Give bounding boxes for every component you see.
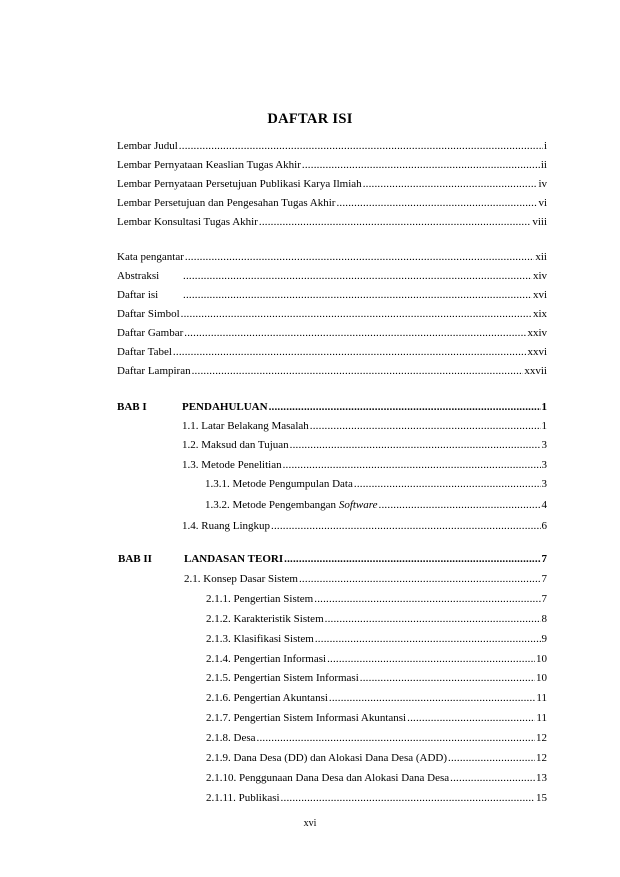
leader-dots <box>302 158 540 172</box>
toc-entry-page: xiv <box>532 270 547 282</box>
chapter-title: LANDASAN TEORI <box>184 553 284 565</box>
toc-subsection-page: 10 <box>536 672 547 684</box>
toc-section[interactable] <box>184 572 547 586</box>
toc-entry[interactable] <box>117 269 547 283</box>
toc-section[interactable] <box>182 458 547 472</box>
toc-section[interactable] <box>182 419 547 433</box>
toc-section[interactable] <box>182 519 547 533</box>
toc-subsection-page: 9 <box>541 633 547 645</box>
leader-dots <box>257 731 536 745</box>
leader-dots <box>290 438 541 452</box>
toc-section-label: 1.4. Ruang Lingkup <box>182 520 270 532</box>
toc-section-page: 3 <box>541 459 547 471</box>
toc-entry-page: xii <box>535 251 547 263</box>
toc-entry-label: Lembar Pernyataan Persetujuan Publikasi Karya Ilmiah <box>117 178 362 190</box>
toc-subsection[interactable] <box>206 612 547 626</box>
toc-entry[interactable] <box>117 139 547 153</box>
toc-entry[interactable] <box>117 326 547 340</box>
toc-section-page: 3 <box>541 439 547 451</box>
leader-dots <box>183 288 532 302</box>
toc-subsection-page: 11 <box>536 692 547 704</box>
leader-dots <box>448 751 535 765</box>
toc-entry-page: xxvii <box>524 365 547 377</box>
toc-subsection-label: 2.1.10. Penggunaan Dana Desa dan Alokasi Dana Desa <box>206 772 450 784</box>
toc-subsection-page: 8 <box>541 613 547 625</box>
toc-subsection[interactable] <box>206 711 547 725</box>
leader-dots <box>336 196 537 210</box>
leader-dots <box>181 307 532 321</box>
toc-subsection[interactable] <box>206 751 547 765</box>
toc-subsection-label <box>205 498 378 512</box>
leader-dots <box>173 345 527 359</box>
toc-entry-label: Daftar isi <box>117 289 159 301</box>
toc-section-page: 6 <box>541 520 547 532</box>
chapter-title: PENDAHULUAN <box>182 401 268 413</box>
toc-entry-label: Abstraksi <box>117 270 160 282</box>
leader-dots <box>379 498 541 512</box>
chapter-number: BAB II <box>118 553 152 565</box>
toc-entry-label: Daftar Lampiran <box>117 365 191 377</box>
toc-section-label: 1.2. Maksud dan Tujuan <box>182 439 289 451</box>
toc-subsection-page: 7 <box>541 593 547 605</box>
toc-entry-page: xxvi <box>527 346 547 358</box>
toc-entry[interactable] <box>117 250 547 264</box>
toc-section-page: 7 <box>541 573 547 585</box>
toc-subsection-page: 4 <box>541 499 547 511</box>
toc-subsection[interactable] <box>206 771 547 785</box>
leader-dots <box>284 552 540 566</box>
chapter-page: 7 <box>541 553 547 565</box>
toc-entry[interactable] <box>117 345 547 359</box>
leader-dots <box>192 364 524 378</box>
toc-entry[interactable] <box>117 364 547 378</box>
toc-subsection-page: 12 <box>536 732 547 744</box>
toc-subsection[interactable] <box>205 477 547 491</box>
toc-entry-label: Lembar Konsultasi Tugas Akhir <box>117 216 258 228</box>
leader-dots <box>283 458 541 472</box>
toc-subsection-label: 2.1.5. Pengertian Sistem Informasi <box>206 672 359 684</box>
toc-entry[interactable] <box>117 177 547 191</box>
toc-entry-page: iv <box>538 178 547 190</box>
label-text: 1.3.2. Metode Pengembangan <box>205 499 339 511</box>
toc-subsection-page: 15 <box>536 792 547 804</box>
toc-subsection-page: 13 <box>536 772 547 784</box>
chapter-entry[interactable] <box>182 400 547 414</box>
toc-subsection[interactable] <box>205 498 547 512</box>
leader-dots <box>363 177 538 191</box>
leader-dots <box>325 612 541 626</box>
toc-subsection-label: 2.1.4. Pengertian Informasi <box>206 653 327 665</box>
toc-entry-label: Kata pengantar <box>117 251 184 263</box>
toc-entry[interactable] <box>117 288 547 302</box>
leader-dots <box>185 250 534 264</box>
leader-dots <box>179 139 543 153</box>
page-number-footer: xvi <box>303 818 317 829</box>
toc-entry-page: vi <box>538 197 547 209</box>
toc-subsection[interactable] <box>206 731 547 745</box>
toc-subsection-page: 3 <box>541 478 547 490</box>
toc-subsection-label: 2.1.11. Publikasi <box>206 792 280 804</box>
toc-entry-label: Daftar Tabel <box>117 346 172 358</box>
toc-subsection[interactable] <box>206 632 547 646</box>
leader-dots <box>271 519 541 533</box>
toc-subsection[interactable] <box>206 652 547 666</box>
leader-dots <box>360 671 535 685</box>
toc-entry-page: ii <box>540 159 547 171</box>
leader-dots <box>407 711 535 725</box>
toc-section-label: 1.3. Metode Penelitian <box>182 459 282 471</box>
toc-subsection-page: 12 <box>536 752 547 764</box>
toc-subsection[interactable] <box>206 791 547 805</box>
leader-dots <box>299 572 541 586</box>
toc-subsection-label: 2.1.9. Dana Desa (DD) dan Alokasi Dana Desa (ADD) <box>206 752 448 764</box>
toc-entry-label: Lembar Judul <box>117 140 178 152</box>
toc-subsection-label: 2.1.6. Pengertian Akuntansi <box>206 692 328 704</box>
toc-section-label: 1.1. Latar Belakang Masalah <box>182 420 309 432</box>
toc-section[interactable] <box>182 438 547 452</box>
toc-entry-page: xix <box>532 308 547 320</box>
leader-dots <box>354 477 541 491</box>
leader-dots <box>450 771 535 785</box>
toc-entry[interactable] <box>117 215 547 229</box>
toc-subsection-label: 2.1.2. Karakteristik Sistem <box>206 613 324 625</box>
leader-dots <box>183 269 532 283</box>
toc-subsection-page: 11 <box>536 712 547 724</box>
page-title: DAFTAR ISI <box>267 111 353 127</box>
toc-section-page: 1 <box>541 420 547 432</box>
leader-dots <box>310 419 541 433</box>
toc-entry-page: xxiv <box>527 327 547 339</box>
chapter-entry[interactable] <box>184 552 547 566</box>
leader-dots <box>314 592 540 606</box>
toc-subsection-label: 1.3.1. Metode Pengumpulan Data <box>205 478 353 490</box>
toc-subsection-page: 10 <box>536 653 547 665</box>
toc-subsection[interactable] <box>206 592 547 606</box>
label-italic-text: Software <box>338 499 378 511</box>
toc-subsection[interactable] <box>206 691 547 705</box>
toc-subsection-label: 2.1.8. Desa <box>206 732 256 744</box>
leader-dots <box>327 652 535 666</box>
leader-dots <box>329 691 536 705</box>
toc-subsection[interactable] <box>206 671 547 685</box>
chapter-number: BAB I <box>117 401 147 413</box>
leader-dots <box>281 791 535 805</box>
leader-dots <box>315 632 541 646</box>
toc-entry-page: xvi <box>532 289 547 301</box>
leader-dots <box>259 215 531 229</box>
toc-entry-page: viii <box>532 216 547 228</box>
toc-entry-label: Daftar Gambar <box>117 327 184 339</box>
toc-entry-label: Lembar Pernyataan Keaslian Tugas Akhir <box>117 159 301 171</box>
toc-subsection-label: 2.1.1. Pengertian Sistem <box>206 593 314 605</box>
toc-subsection-label: 2.1.3. Klasifikasi Sistem <box>206 633 314 645</box>
leader-dots <box>184 326 526 340</box>
toc-entry-label: Daftar Simbol <box>117 308 180 320</box>
chapter-page: 1 <box>541 401 547 413</box>
toc-section-label: 2.1. Konsep Dasar Sistem <box>184 573 298 585</box>
toc-entry[interactable] <box>117 307 547 321</box>
toc-entry-label: Lembar Persetujuan dan Pengesahan Tugas Akhir <box>117 197 336 209</box>
toc-entry-page: i <box>543 140 547 152</box>
toc-entry[interactable] <box>117 158 547 172</box>
leader-dots <box>269 400 541 414</box>
toc-entry[interactable] <box>117 196 547 210</box>
toc-subsection-label: 2.1.7. Pengertian Sistem Informasi Akuntansi <box>206 712 407 724</box>
